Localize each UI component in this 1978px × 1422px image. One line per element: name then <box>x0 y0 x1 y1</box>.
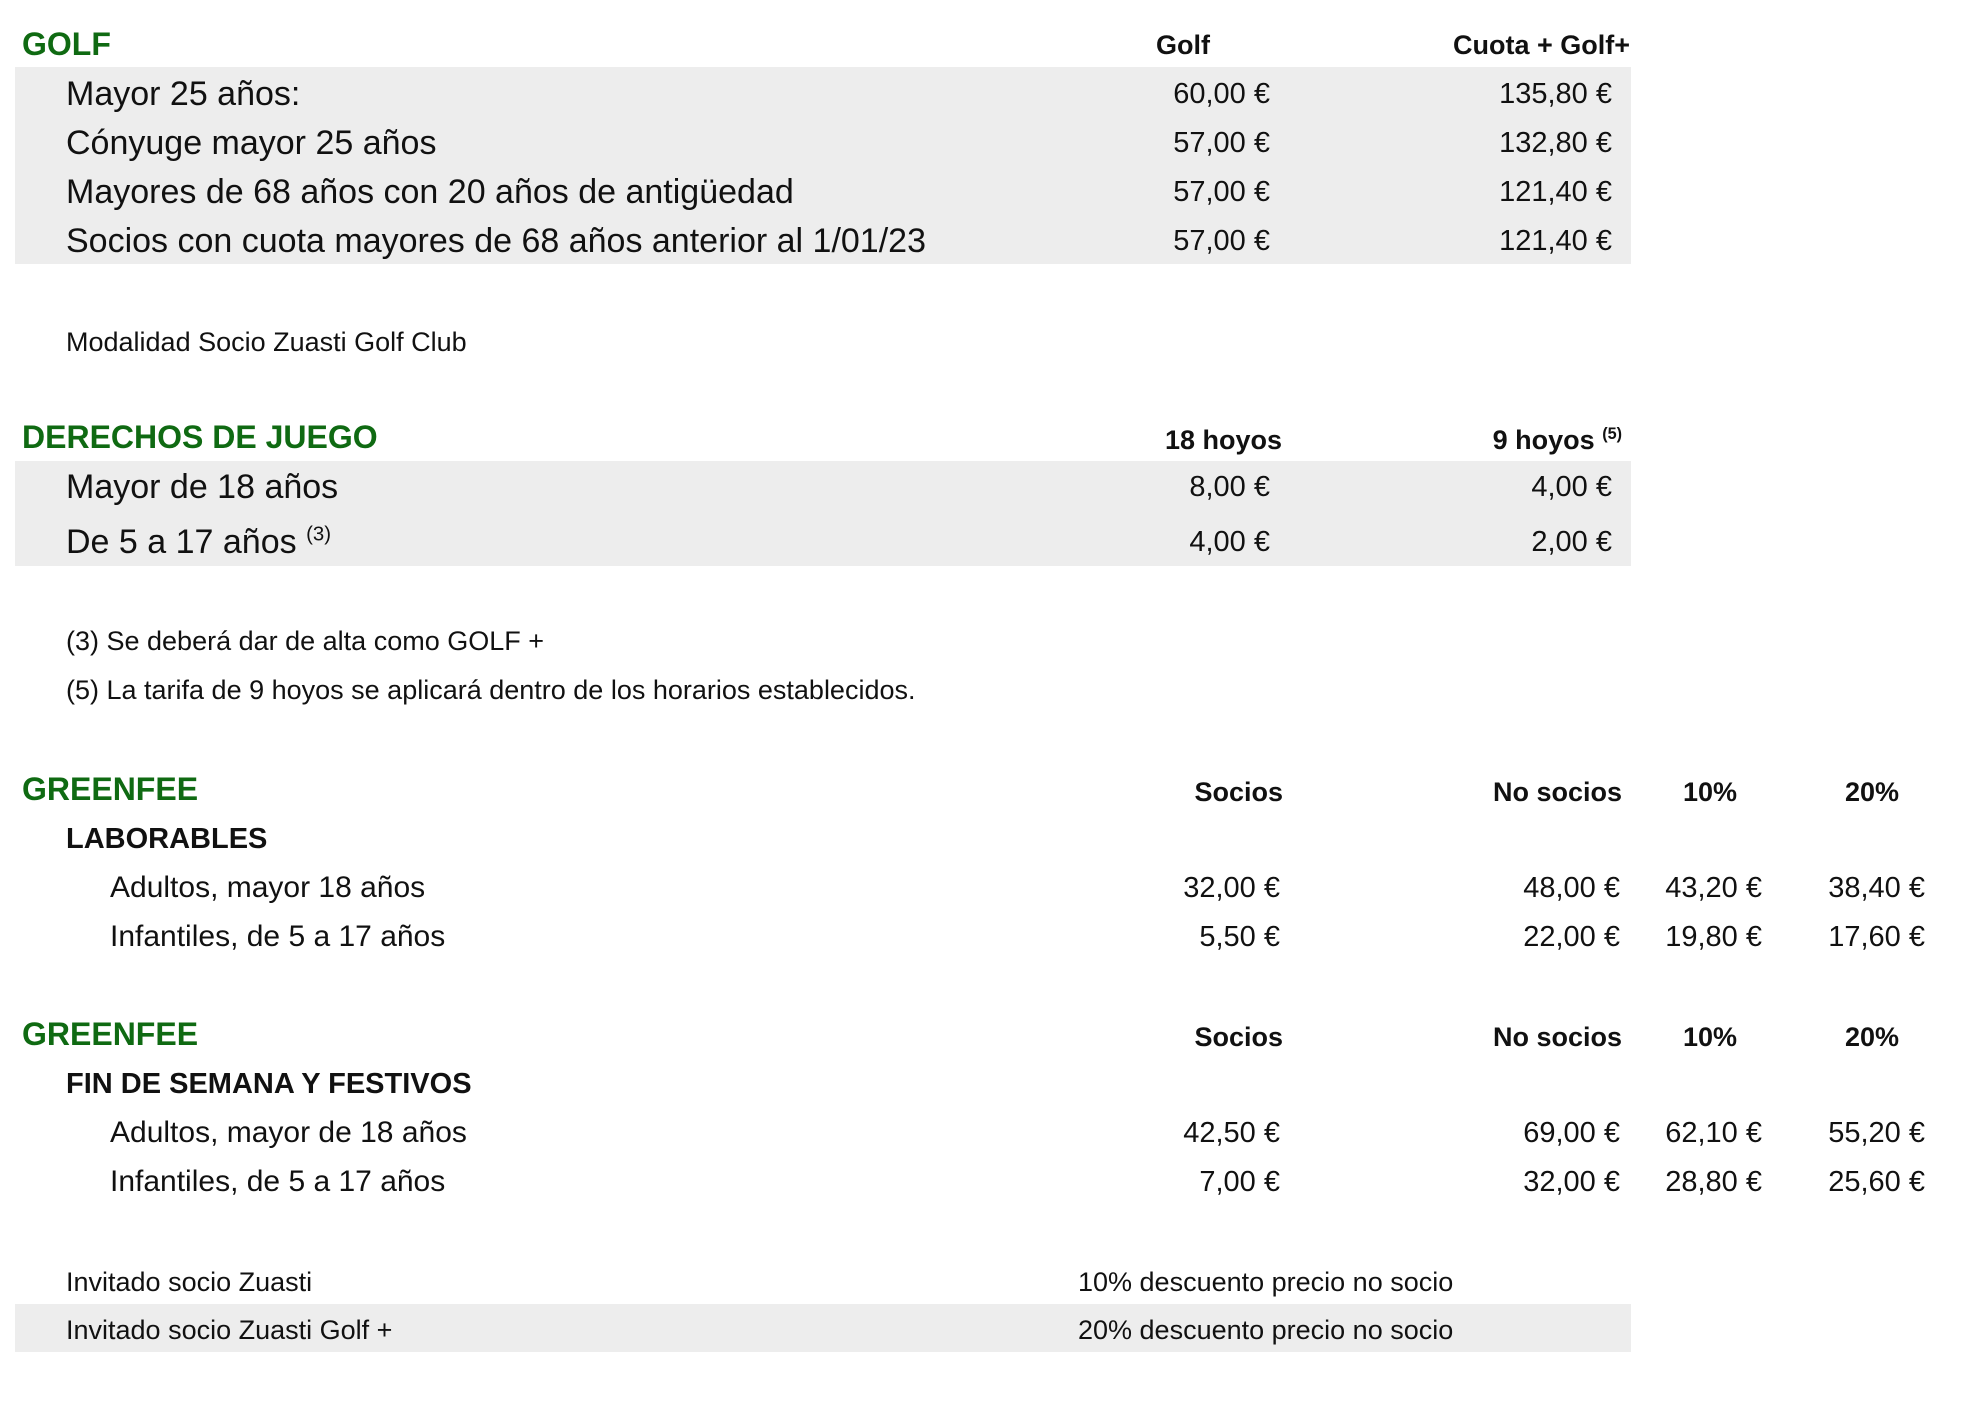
greenfee-row-socios-price: 5,50 € <box>1199 921 1280 953</box>
derechos-section-title: DERECHOS DE JUEGO <box>22 419 378 455</box>
greenfee-findesemana-header-socios: Socios <box>1194 1022 1283 1052</box>
derechos-row-label: De 5 a 17 años $^{(3)}$ <box>66 523 331 561</box>
derechos-row-label: Mayor de 18 años <box>66 468 339 506</box>
greenfee-row-socios-price: 42,50 € <box>1183 1117 1280 1149</box>
greenfee-row-20-price: 17,60 € <box>1828 921 1925 953</box>
golf-row-golf-price: 57,00 € <box>1173 225 1270 257</box>
greenfee-findesemana-section-title: GREENFEE <box>22 1016 199 1052</box>
greenfee-row-no-socios-price: 48,00 € <box>1523 872 1620 904</box>
derechos-footnote: (5) La tarifa de 9 hoyos se aplicará dentro de los horarios establecidos. <box>66 675 916 705</box>
golf-row-golf-price: 57,00 € <box>1173 127 1270 159</box>
greenfee-row-label: Adultos, mayor 18 años <box>110 871 426 904</box>
greenfee-laborables-header-no-socios: No socios <box>1492 777 1622 807</box>
greenfee-row-10-price: 28,80 € <box>1665 1166 1762 1198</box>
greenfee-findesemana-header-no-socios: No socios <box>1492 1022 1622 1052</box>
greenfee-row-no-socios-price: 22,00 € <box>1523 921 1620 953</box>
golf-column-header-golf: Golf <box>1156 30 1210 60</box>
greenfee-row-20-price: 55,20 € <box>1828 1117 1925 1149</box>
golf-row-cuota-price: 132,80 € <box>1499 127 1612 159</box>
greenfee-findesemana-header-10: 10% <box>1682 1022 1738 1052</box>
derechos-row-18-hoyos-price: 4,00 € <box>1189 526 1270 558</box>
derechos-row-9-hoyos-price: 4,00 € <box>1531 471 1612 503</box>
invitado-label: Invitado socio Zuasti Golf + <box>66 1315 393 1345</box>
greenfee-findesemana-header-20: 20% <box>1844 1022 1900 1052</box>
greenfee-row-10-price: 19,80 € <box>1665 921 1762 953</box>
golf-row-label: Mayor 25 años: <box>66 75 301 113</box>
invitado-label: Invitado socio Zuasti <box>66 1267 313 1297</box>
golf-row-cuota-price: 121,40 € <box>1499 225 1612 257</box>
greenfee-laborables-section-title: GREENFEE <box>22 771 199 807</box>
derechos-footnote: (3) Se deberá dar de alta como GOLF + <box>66 626 544 656</box>
greenfee-row-socios-price: 32,00 € <box>1183 872 1280 904</box>
golf-row-golf-price: 60,00 € <box>1173 78 1270 110</box>
greenfee-row-label: Adultos, mayor de 18 años <box>110 1116 467 1149</box>
golf-modalidad-note: Modalidad Socio Zuasti Golf Club <box>66 327 467 357</box>
greenfee-laborables-header-10: 10% <box>1682 777 1738 807</box>
golf-row-label: Socios con cuota mayores de 68 años anterior al 1/01/23 <box>66 222 926 260</box>
greenfee-row-20-price: 38,40 € <box>1828 872 1925 904</box>
greenfee-row-20-price: 25,60 € <box>1828 1166 1925 1198</box>
greenfee-row-socios-price: 7,00 € <box>1199 1166 1280 1198</box>
greenfee-row-no-socios-price: 69,00 € <box>1523 1117 1620 1149</box>
invitado-discount: 10% descuento precio no socio <box>1078 1267 1454 1297</box>
derechos-row-9-hoyos-price: 2,00 € <box>1531 526 1612 558</box>
golf-row-golf-price: 57,00 € <box>1173 176 1270 208</box>
derechos-row-18-hoyos-price: 8,00 € <box>1189 471 1270 503</box>
golf-row-label: Mayores de 68 años con 20 años de antigüedad <box>66 173 794 211</box>
greenfee-findesemana-subtitle: FIN DE SEMANA Y FESTIVOS <box>66 1068 472 1100</box>
derechos-column-header-18-hoyos: 18 hoyos <box>1164 425 1282 455</box>
golf-row-label: Cónyuge mayor 25 años <box>66 124 437 162</box>
derechos-column-header-9-hoyos: 9 hoyos $^{(5)}$ <box>1492 425 1622 455</box>
golf-row-cuota-price: 135,80 € <box>1499 78 1612 110</box>
greenfee-row-no-socios-price: 32,00 € <box>1523 1166 1620 1198</box>
greenfee-row-label: Infantiles, de 5 a 17 años <box>110 1165 446 1198</box>
footnote-marker: (3) <box>306 523 331 546</box>
footnote-marker: (5) <box>1602 425 1622 443</box>
golf-row-cuota-price: 121,40 € <box>1499 176 1612 208</box>
greenfee-laborables-header-20: 20% <box>1844 777 1900 807</box>
golf-column-header-cuota: Cuota + Golf+ <box>1452 30 1630 60</box>
invitado-discount: 20% descuento precio no socio <box>1078 1315 1454 1345</box>
greenfee-laborables-subtitle: LABORABLES <box>66 823 268 855</box>
golf-section-title: GOLF <box>22 26 111 62</box>
greenfee-row-10-price: 62,10 € <box>1665 1117 1762 1149</box>
greenfee-row-10-price: 43,20 € <box>1665 872 1762 904</box>
greenfee-laborables-header-socios: Socios <box>1194 777 1283 807</box>
greenfee-row-label: Infantiles, de 5 a 17 años <box>110 920 446 953</box>
